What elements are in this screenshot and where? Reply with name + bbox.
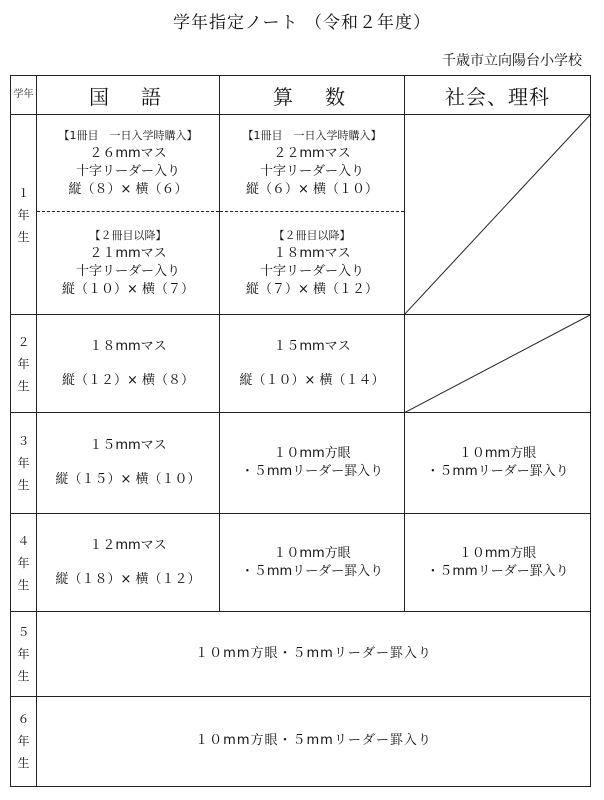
header-row (11, 76, 591, 115)
g1-sansu-later-books: 【２冊目以降】 １８mmマス 十字リーダー入り 縦（７）× 横（１２） (245, 228, 379, 297)
grade-1-label: １年生 (11, 115, 37, 315)
g4-sansu-cell: １０mm方眼 ・５mmリーダー罫入り (220, 513, 405, 611)
row-grade-3 (11, 413, 591, 513)
page-title: 学年指定ノート （令和２年度） (173, 13, 431, 33)
row-grade-1 (11, 115, 591, 315)
g1-kokugo-later-books: 【２冊目以降】 ２１mmマス 十字リーダー入り 縦（１０）× 横（７） (61, 228, 195, 297)
row-grade-4 (11, 513, 591, 611)
g1-shakai-rika-empty (405, 115, 591, 315)
grade-2-label: ２年生 (11, 314, 37, 412)
notebook-table (10, 75, 591, 787)
g6-all-subjects: １０mm方眼・５mmリーダー罫入り (37, 696, 591, 786)
grade-3-label: ３年生 (11, 413, 37, 513)
g3-kokugo-cell: １５mmマス 縦（１５）× 横（１０） (37, 413, 220, 513)
grade-4-label: ４年生 (11, 513, 37, 611)
g1-kokugo-first-book: 【1冊目 一日入学時購入】 ２６mmマス 十字リーダー入り 縦（８）× 横（６） (37, 116, 219, 212)
row-grade-5 (11, 612, 591, 696)
header-kokugo: 国 語 (37, 76, 220, 115)
g2-shakai-rika-empty (405, 314, 591, 412)
row-grade-6 (11, 696, 591, 786)
g4-kokugo-cell: １２mmマス 縦（１８）× 横（１２） (37, 513, 220, 611)
grade-6-label: ６年生 (11, 696, 37, 786)
g1-kokugo-cell (37, 115, 220, 315)
school-name: 千歳市立向陽台小学校 (442, 53, 582, 69)
header-sansu: 算 数 (220, 76, 405, 115)
g2-kokugo-cell: １８mmマス 縦（１２）× 横（８） (37, 314, 220, 412)
grade-5-label: ５年生 (11, 612, 37, 696)
header-grade: 学年 (11, 76, 37, 115)
g1-sansu-cell (220, 115, 405, 315)
row-grade-2 (11, 314, 591, 412)
g3-sansu-cell: １０mm方眼 ・５mmリーダー罫入り (220, 413, 405, 513)
g1-sansu-first-book: 【1冊目 一日入学時購入】 ２２mmマス 十字リーダー入り 縦（６）× 横（１０） (220, 116, 404, 212)
g4-rika-cell: １０mm方眼 ・５mmリーダー罫入り (405, 513, 591, 611)
diagonal-slash (405, 115, 590, 314)
g3-rika-cell: １０mm方眼 ・５mmリーダー罫入り (405, 413, 591, 513)
header-shakai-rika: 社会、理科 (405, 76, 591, 115)
g5-all-subjects: １０mm方眼・５mmリーダー罫入り (37, 612, 591, 696)
diagonal-slash (405, 315, 590, 412)
g2-sansu-cell: １５mmマス 縦（１０）× 横（１４） (220, 314, 405, 412)
